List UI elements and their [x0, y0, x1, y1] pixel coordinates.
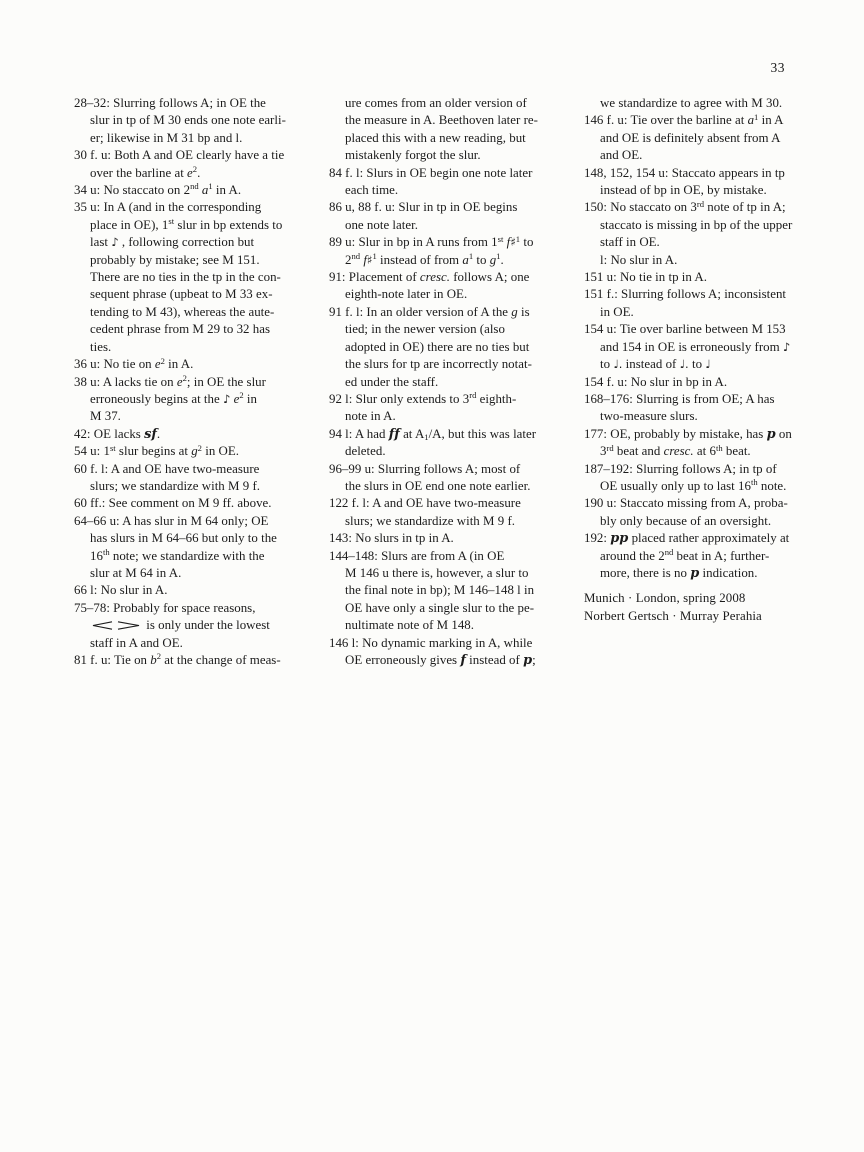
text-line: 36 u: No tie on $e^2$ in A. — [74, 355, 194, 372]
text-line: 84 f. l: Slurs in OE begin one note later — [329, 165, 533, 180]
eighth-note-icon: ♪ — [222, 391, 231, 406]
text-line: and 154 in OE is erroneously from ♪ — [600, 339, 791, 354]
column-right-notes — [584, 95, 830, 582]
text-line: 96–99 u: Slurring follows A; most of — [329, 461, 521, 476]
text-line: the measure in A. Beethoven later re- — [345, 113, 538, 128]
text-line: the slurs for tp are incorrectly notat- — [345, 357, 532, 372]
text-line: There are no ties in the tp in the con- — [90, 270, 281, 285]
sharp-icon: ♯ — [510, 235, 516, 250]
text-line: 60 ff.: See comment on M 9 ff. above. — [74, 496, 272, 511]
text-line: staff in A and OE. — [90, 635, 183, 650]
text-line: over the barline at $e^2$. — [90, 164, 201, 180]
text-line: slur at M 64 in A. — [90, 565, 182, 580]
text-line: 151 f.: Slurring follows A; inconsistent — [584, 287, 787, 302]
text-line: 148, 152, 154 u: Staccato appears in tp — [584, 165, 785, 180]
text-line: 89 u: Slur in bp in A runs from 1st f♯$^1$ to — [329, 233, 534, 250]
text-line: around the 2nd beat in A; further- — [600, 546, 770, 563]
text-line: probably by mistake; see M 151. — [90, 252, 260, 267]
text-line: to ♩. instead of ♩. to ♩ — [600, 357, 711, 372]
text-line: 91 f. l: In an older version of A the g is — [329, 304, 530, 319]
text-line: 35 u: In A (and in the corresponding — [74, 200, 262, 215]
column-right — [584, 95, 830, 625]
text-line: 75–78: Probably for space reasons, — [74, 600, 256, 615]
text-line: 154 f. u: No slur in bp in A. — [584, 374, 728, 389]
crescendo-decrescendo-hairpin-icon — [92, 621, 140, 630]
text-line: 187–192: Slurring follows A; in tp of — [584, 461, 777, 476]
text-line: 16th note; we standardize with the — [90, 546, 265, 563]
text-line: place in OE), 1st slur in bp extends to — [90, 216, 283, 232]
signature-place-date: Munich · London, spring 2008 — [584, 591, 746, 606]
text-line: 34 u: No staccato on 2nd $a^1$ in A. — [74, 181, 242, 198]
text-line: we standardize to agree with M 30. — [600, 96, 783, 110]
text-line: tending to M 43), whereas the aute- — [90, 304, 275, 319]
text-line: 30 f. u: Both A and OE clearly have a tie — [74, 148, 285, 163]
text-line: tied; in the newer version (also — [345, 322, 505, 337]
text-line: slur in tp of M 30 ends one note earli- — [90, 113, 286, 128]
text-line: ed under the staff. — [345, 374, 439, 389]
text-line: instead of bp in OE, by mistake. — [600, 183, 767, 198]
text-line: OE erroneously gives f instead of p; — [345, 653, 536, 668]
text-line: 146 f. u: Tie over the barline at $a^1$ in A — [584, 111, 784, 128]
text-line: OE have only a single slur to the pe- — [345, 600, 535, 615]
signature-block — [584, 590, 830, 625]
text-line: 150: No staccato on 3rd note of tp in A; — [584, 198, 786, 215]
text-line: 190 u: Staccato missing from A, proba- — [584, 496, 788, 511]
text-line: the slurs in OE end one note earlier. — [345, 478, 531, 493]
text-line: in OE. — [600, 304, 634, 319]
text-line: 143: No slurs in tp in A. — [329, 531, 454, 546]
text-line: 144–148: Slurs are from A (in OE — [329, 548, 505, 563]
text-line: 3rd beat and cresc. at 6th beat. — [600, 442, 751, 459]
eighth-note-icon: ♪ — [782, 339, 791, 354]
text-line: placed this with a new reading, but — [345, 130, 526, 145]
dotted-quarter-note-icon: ♩. — [679, 357, 689, 372]
text-line: 64–66 u: A has slur in M 64 only; OE — [74, 513, 269, 528]
text-line: nultimate note of M 148. — [345, 618, 475, 633]
text-line: 38 u: A lacks tie on $e^2$; in OE the slur — [74, 372, 266, 389]
text-line: ure comes from an older version of — [345, 96, 527, 110]
sharp-icon: ♯ — [366, 252, 373, 267]
text-line: and OE. — [600, 148, 643, 163]
text-line: erroneously begins at the ♪ $e^2$ in — [90, 390, 257, 406]
page-number: 33 — [770, 60, 785, 75]
text-line: 66 l: No slur in A. — [74, 583, 168, 598]
text-line: two-measure slurs. — [600, 409, 698, 424]
text-line: 81 f. u: Tie on $b^2$ at the change of meas- — [74, 651, 281, 667]
text-line: M 37. — [90, 409, 121, 424]
text-line: one note later. — [345, 217, 418, 232]
text-line: last ♪ , following correction but — [90, 235, 255, 250]
text-line: the final note in bp); M 146–148 l in — [345, 583, 535, 598]
text-line: 154 u: Tie over barline between M 153 — [584, 322, 786, 337]
text-line: OE usually only up to last 16th note. — [600, 477, 787, 493]
text-line: ties. — [90, 339, 112, 354]
text-line: 192: pp placed rather approximately at — [584, 531, 790, 547]
text-line: sequent phrase (upbeat to M 33 ex- — [90, 287, 273, 302]
critical-commentary-columns — [74, 95, 830, 669]
text-line: deleted. — [345, 444, 386, 459]
text-line: slurs; we standardize with M 9 f. — [345, 513, 515, 528]
text-line: M 146 u there is, however, a slur to — [345, 565, 529, 580]
text-line: 42: OE lacks sf. — [74, 426, 161, 442]
column-left — [74, 95, 320, 669]
text-line: note in A. — [345, 409, 396, 424]
text-line: 122 f. l: A and OE have two-measure — [329, 496, 521, 511]
text-line: and OE is definitely absent from A — [600, 130, 781, 145]
text-line: 168–176: Slurring is from OE; A has — [584, 391, 775, 406]
dotted-quarter-note-icon: ♩. — [613, 357, 623, 372]
signature-editors: Norbert Gertsch · Murray Perahia — [584, 608, 762, 623]
text-line: 146 l: No dynamic marking in A, while — [329, 635, 533, 650]
text-line: staccato is missing in bp of the upper — [600, 217, 793, 232]
column-middle — [329, 95, 575, 669]
text-line: mistakenly forgot the slur. — [345, 148, 481, 163]
text-line: 177: OE, probably by mistake, has p on — [584, 426, 792, 442]
text-line: has slurs in M 64–66 but only to the — [90, 531, 277, 546]
text-line: 2nd f♯$^1$ instead of from $a^1$ to $g^1$. — [345, 251, 504, 267]
text-line: 54 u: 1st slur begins at $g^2$ in OE. — [74, 442, 239, 459]
text-line: bly only because of an oversight. — [600, 513, 772, 528]
text-line: staff in OE. — [600, 235, 660, 250]
quarter-note-icon: ♩ — [705, 357, 711, 372]
text-line: is only under the lowest — [74, 617, 320, 634]
text-line: adopted in OE) there are no ties but — [345, 339, 530, 354]
text-line: 60 f. l: A and OE have two-measure — [74, 461, 260, 476]
text-line: 151 u: No tie in tp in A. — [584, 270, 707, 285]
text-line: slurs; we standardize with M 9 f. — [90, 478, 260, 493]
eighth-note-icon: ♪ — [111, 235, 119, 250]
text-line: more, there is no p indication. — [600, 565, 758, 581]
text-line: 28–32: Slurring follows A; in OE the — [74, 96, 266, 110]
text-line: 86 u, 88 f. u: Slur in tp in OE begins — [329, 200, 518, 215]
text-line: l: No slur in A. — [600, 252, 678, 267]
text-line: 92 l: Slur only extends to 3rd eighth- — [329, 390, 517, 406]
text-line: 91: Placement of cresc. follows A; one — [329, 270, 530, 285]
text-line: er; likewise in M 31 bp and l. — [90, 130, 243, 145]
text-line: 94 l: A had ff at $A_1/A$, but this was later — [329, 426, 537, 442]
text-line: each time. — [345, 183, 399, 198]
text-line: cedent phrase from M 29 to 32 has — [90, 322, 271, 337]
text-line: eighth-note later in OE. — [345, 287, 468, 302]
